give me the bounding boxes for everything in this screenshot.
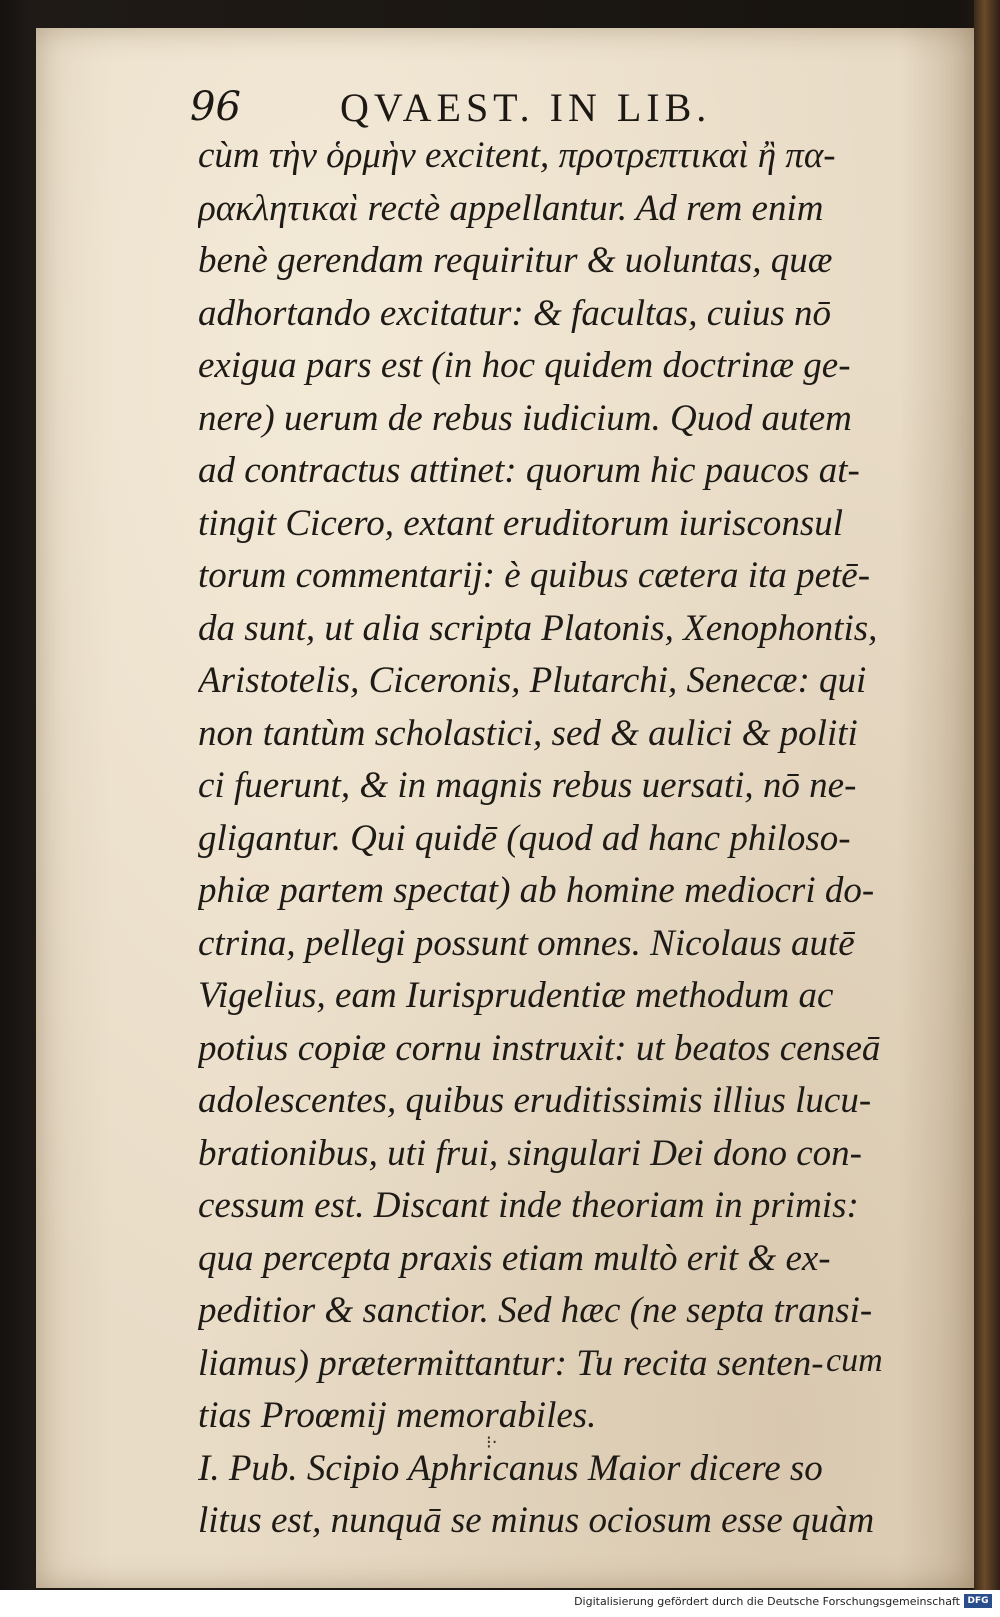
text-line: da sunt, ut alia scripta Platonis, Xenophontis, [198, 607, 878, 649]
text-line: ρακλητικαὶ rectè appellantur. Ad rem enim [198, 187, 824, 229]
page-number: 96 [190, 84, 241, 130]
text-line: non tantùm scholastici, sed & aulici & politi [198, 712, 858, 754]
book-edge [974, 0, 1000, 1617]
text-line: nere) uerum de rebus iudicium. Quod autem [198, 397, 852, 439]
text-line: brationibus, uti frui, singulari Dei dono con- [198, 1132, 862, 1174]
text-line: potius copiæ cornu instruxit: ut beatos censeā [198, 1027, 881, 1069]
text-line: gligantur. Qui quidē (quod ad hanc philoso- [198, 817, 851, 859]
text-line: I. Pub. Scipio Aphricanus Maior dicere so [198, 1447, 823, 1489]
body-text [198, 130, 888, 1548]
text-line: qua percepta praxis etiam multò erit & ex- [198, 1237, 831, 1279]
text-line: exigua pars est (in hoc quidem doctrinæ ge- [198, 345, 851, 386]
text-line: ctrina, pellegi possunt omnes. Nicolaus autē [198, 922, 855, 964]
text-line: torum commentarij: è quibus cætera ita petē- [198, 555, 871, 596]
text-line: adolescentes, quibus eruditissimis illius lucu- [198, 1080, 872, 1121]
catchword: cum [826, 1342, 883, 1379]
text-line: benè gerendam requiritur & uoluntas, quæ [198, 240, 833, 281]
text-line: ad contractus attinet: quorum hic paucos at- [198, 450, 860, 491]
digitization-credit: Digitalisierung gefördert durch die Deutsche Forschungsgemeinschaft [574, 1595, 960, 1608]
text-line: liamus) prætermittantur: Tu recita senten- [198, 1342, 824, 1384]
text-line: adhortando excitatur: & facultas, cuius nō [198, 292, 832, 334]
text-line: tingit Cicero, extant eruditorum iurisconsul [198, 502, 844, 544]
text-line: tias Proœmij memorabiles. [198, 1395, 597, 1436]
running-head: QVAEST. IN LIB. [340, 85, 712, 130]
text-line: ci fuerunt, & in magnis rebus uersati, nō ne- [198, 765, 857, 806]
text-line: Aristotelis, Ciceronis, Plutarchi, Senecæ: qui [198, 660, 867, 701]
ink-speck: ⁝· [486, 1432, 498, 1453]
text-line: litus est, nunquā se minus ociosum esse quàm [198, 1500, 875, 1541]
text-line: peditior & sanctior. Sed hæc (ne septa transi- [198, 1290, 873, 1331]
text-line: Vigelius, eam Iurisprudentiæ methodum ac [198, 975, 834, 1016]
text-line: phiæ partem spectat) ab homine mediocri do- [198, 870, 875, 911]
text-line: cùm τὴν ὁρμὴν excitent, προτρεπτικαὶ ἢ πα- [198, 135, 836, 176]
text-line: cessum est. Discant inde theoriam in primis: [198, 1185, 859, 1226]
dfg-logo: DFG [964, 1594, 992, 1608]
